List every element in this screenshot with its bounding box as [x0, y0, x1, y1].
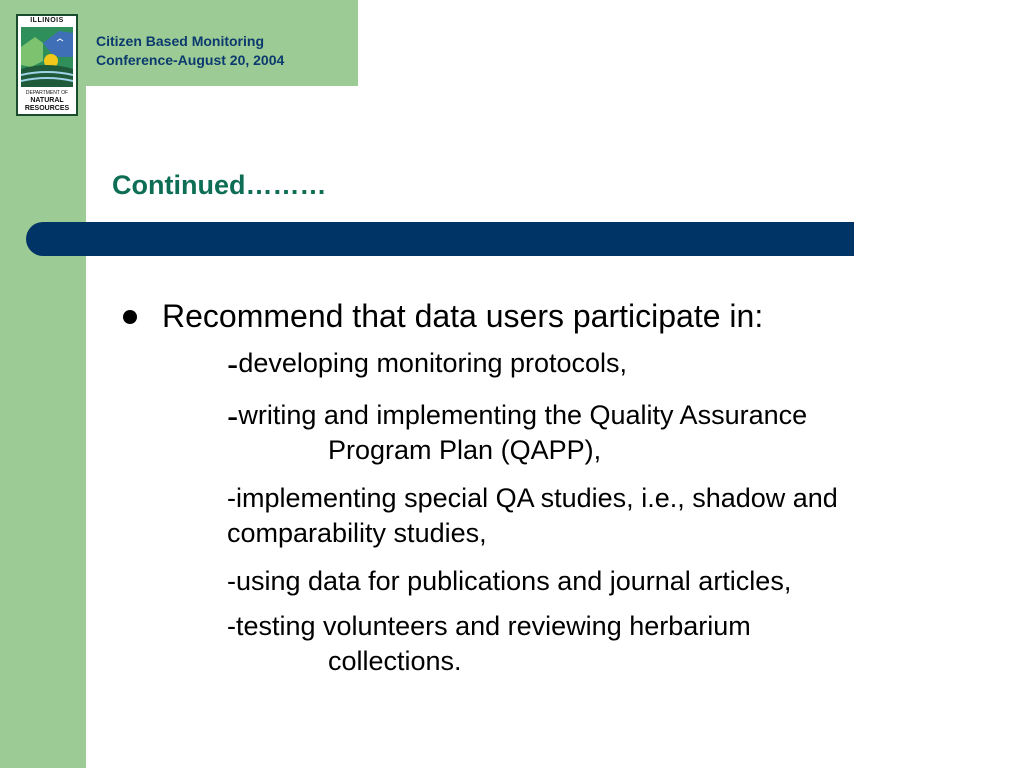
header-corner-curve: [86, 86, 146, 146]
landscape-logo-icon: [21, 27, 73, 87]
bullet-dot-icon: [123, 310, 137, 324]
list-item: -testing volunteers and reviewing herbarium collections.: [227, 611, 751, 676]
title-underline-bar: [26, 222, 854, 256]
conference-title: Citizen Based Monitoring Conference-August 20, 2004: [96, 33, 285, 68]
slide-title: Continued………: [112, 170, 327, 200]
list-item: -developing monitoring protocols,: [227, 346, 628, 384]
list-item: -writing and implementing the Quality Assurance Program Plan (QAPP),: [227, 398, 808, 465]
logo-state-text: ILLINOIS: [30, 17, 64, 24]
idnr-logo: [16, 14, 78, 116]
list-item: -using data for publications and journal articles,: [227, 566, 792, 596]
slide-content: [120, 296, 980, 679]
main-bullet: Recommend that data users participate in:: [120, 296, 980, 336]
list-item: -implementing special QA studies, i.e., shadow and comparability studies,: [227, 483, 838, 548]
logo-department-text: DEPARTMENT OF NATURAL RESOURCES: [24, 90, 70, 112]
